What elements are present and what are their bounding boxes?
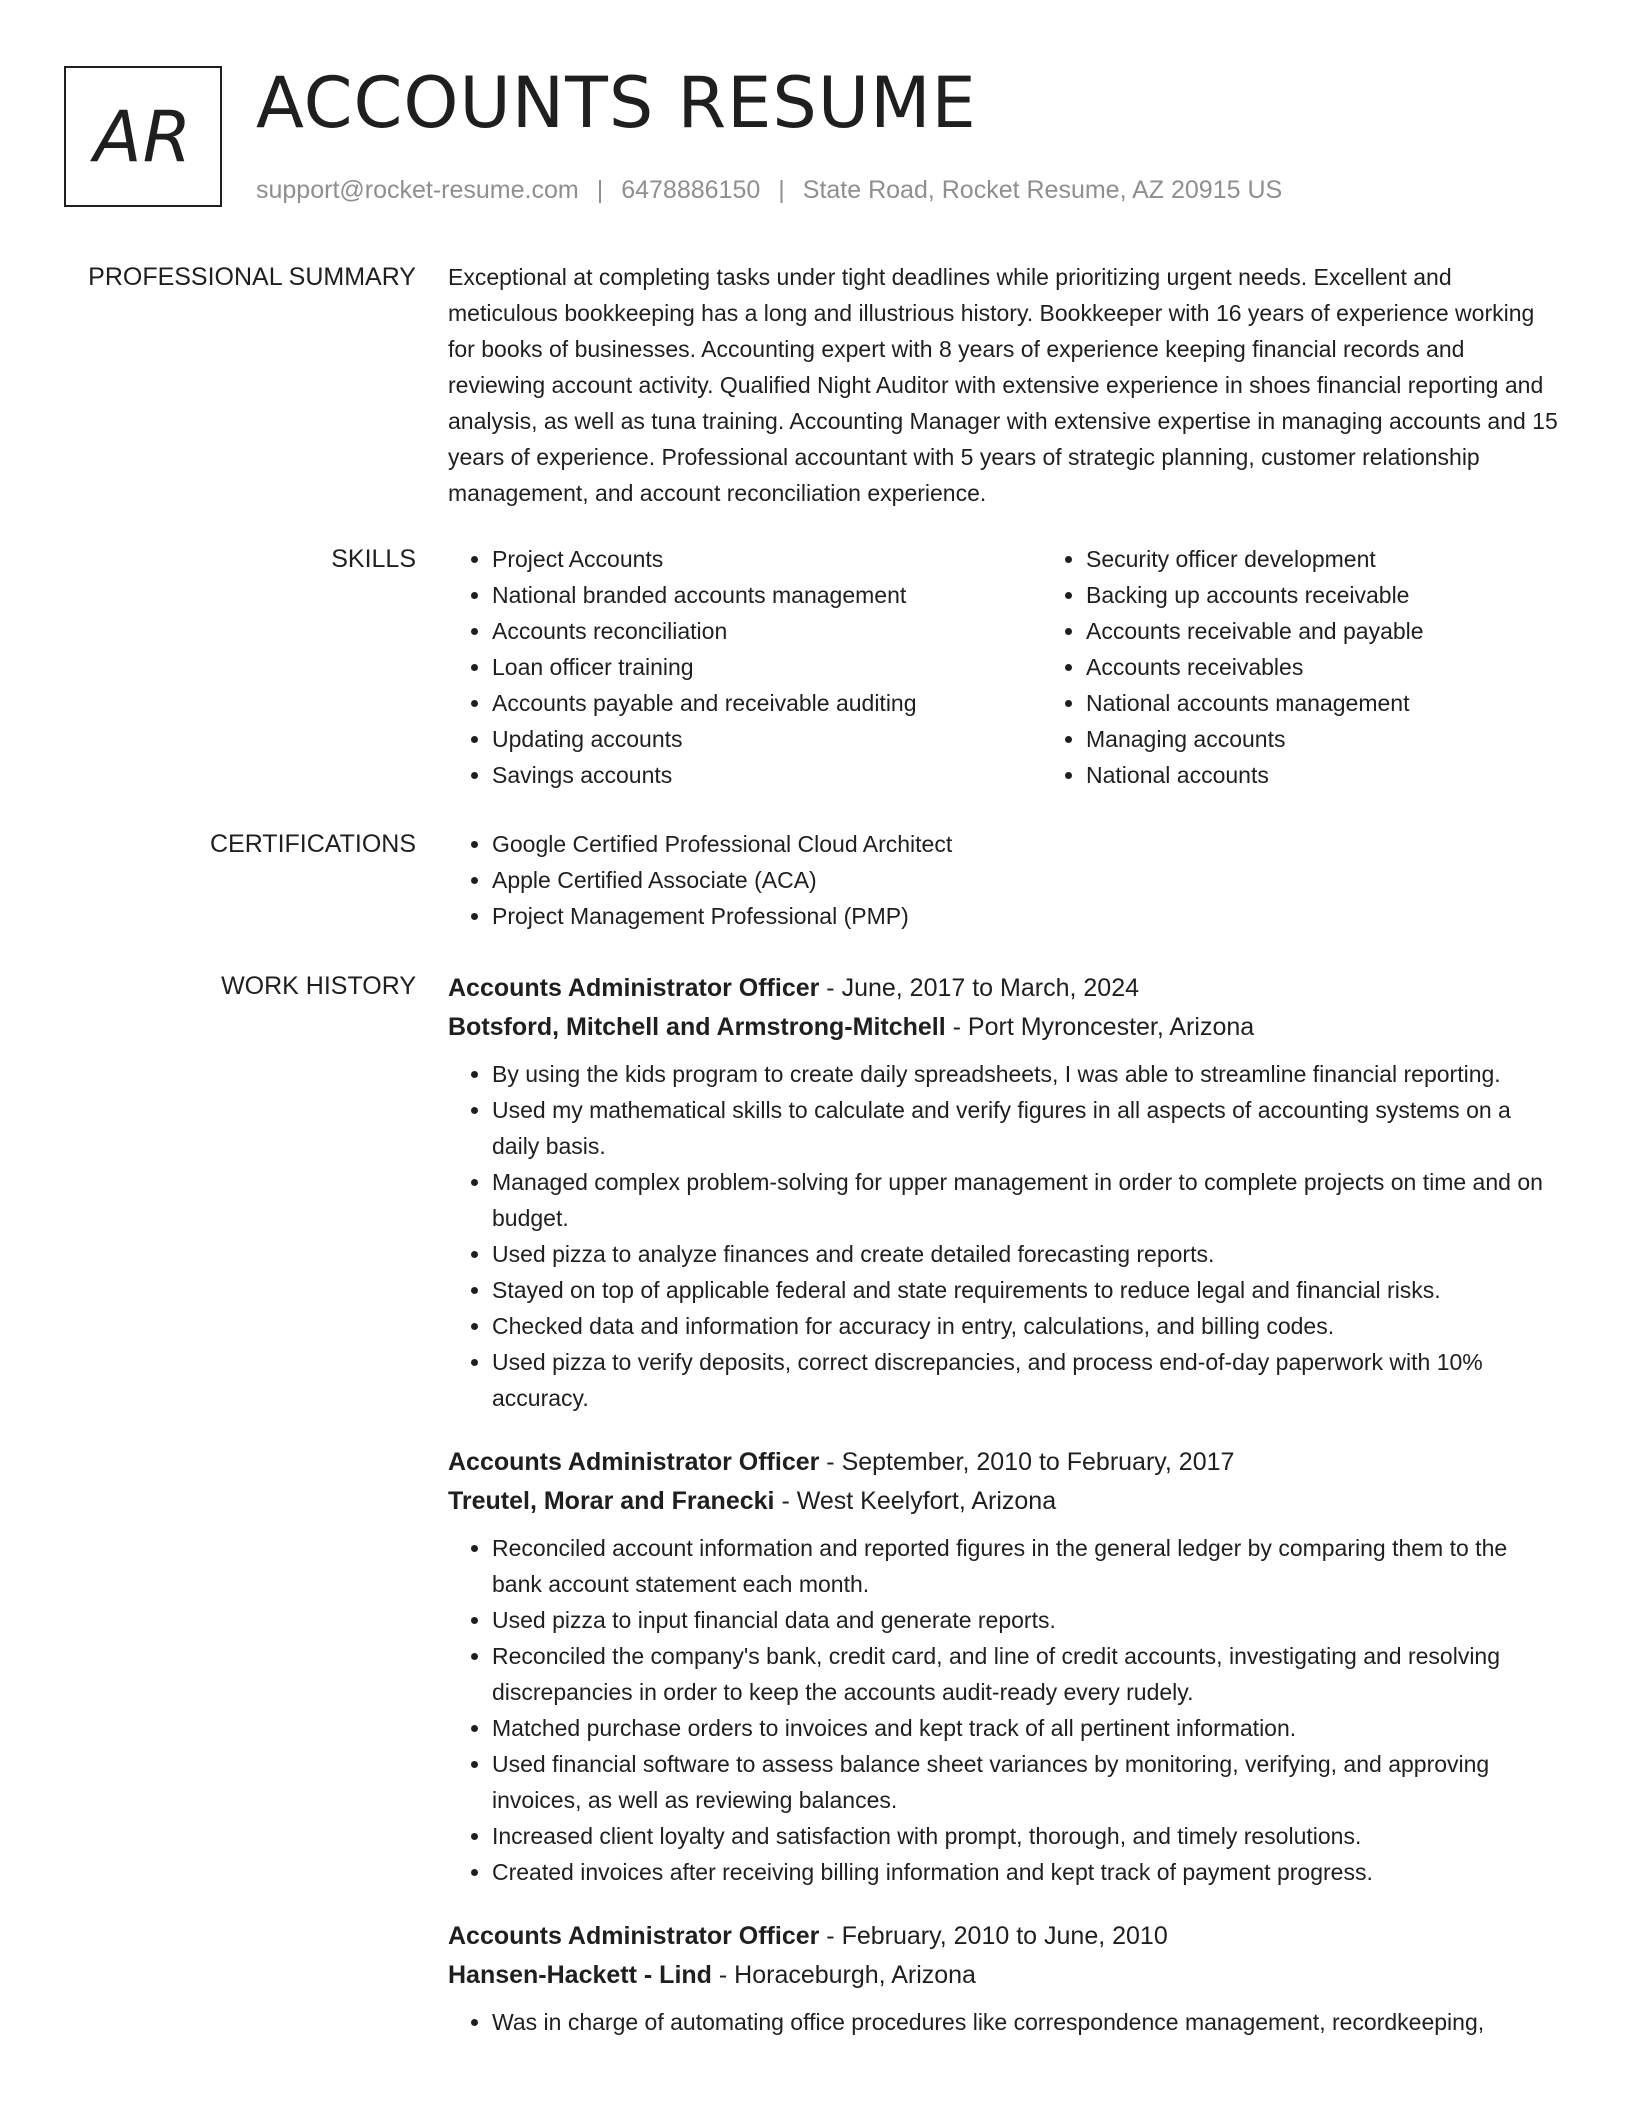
job-company-line [448, 1956, 1562, 1994]
job-duty: • Used pizza to input financial data and generate reports. [492, 1602, 1562, 1638]
job-duty: • Was in charge of automating office procedures like correspondence management, recordkeeping, [492, 2004, 1562, 2040]
job-duty: • Used financial software to assess balance sheet variances by monitoring, verifying, and approving invoices, as well as reviewing balances. [492, 1746, 1562, 1818]
job-title-line [448, 968, 1562, 1008]
skills-list-right [1042, 541, 1632, 793]
job-dates: - June, 2017 to March, 2024 [819, 974, 1140, 1002]
contact-email: support@rocket-resume.com [256, 176, 579, 204]
job-duty: • Stayed on top of applicable federal and state requirements to reduce legal and financial risks. [492, 1272, 1562, 1308]
skill-item: • Backing up accounts receivable [1086, 577, 1632, 613]
monogram-initials: AR [93, 95, 193, 178]
certification-item: • Apple Certified Associate (ACA) [492, 862, 1562, 898]
certification-item: • Project Management Professional (PMP) [492, 898, 1562, 934]
contact-separator: | [778, 176, 785, 204]
job-duty: • Used pizza to analyze finances and create detailed forecasting reports. [492, 1236, 1562, 1272]
skill-item: • National accounts [1086, 757, 1632, 793]
certifications-label: CERTIFICATIONS [209, 830, 416, 858]
job-duty: • Used pizza to verify deposits, correct discrepancies, and process end-of-day paperwork with 10% accuracy. [492, 1344, 1562, 1416]
skill-item: • Accounts payable and receivable auditing [492, 685, 1042, 721]
skills-label: SKILLS [331, 545, 416, 573]
skill-item: • National branded accounts management [492, 577, 1042, 613]
job-duty: • Matched purchase orders to invoices and kept track of all pertinent information. [492, 1710, 1562, 1746]
job-location: - West Keelyfort, Arizona [774, 1487, 1057, 1515]
skill-item: • Project Accounts [492, 541, 1042, 577]
job-duty: • By using the kids program to create daily spreadsheets, I was able to streamline financial reporting. [492, 1056, 1562, 1092]
job-entry [448, 1916, 1562, 2040]
job-duties [448, 1530, 1562, 1890]
job-company: Botsford, Mitchell and Armstrong-Mitchell [448, 1013, 946, 1041]
skill-item: • Savings accounts [492, 757, 1042, 793]
job-duties [448, 1056, 1562, 1416]
job-location: - Horaceburgh, Arizona [711, 1961, 976, 1989]
monogram-box [64, 66, 222, 207]
job-company-line [448, 1008, 1562, 1046]
job-duty: • Reconciled account information and reported figures in the general ledger by comparing them to the bank account statement each month. [492, 1530, 1562, 1602]
job-duty: • Checked data and information for accuracy in entry, calculations, and billing codes. [492, 1308, 1562, 1344]
skill-item: • Managing accounts [1086, 721, 1632, 757]
resume-title: ACCOUNTS RESUME [256, 62, 977, 144]
certification-item: • Google Certified Professional Cloud Architect [492, 826, 1562, 862]
skill-item: • National accounts management [1086, 685, 1632, 721]
skill-item: • Accounts receivables [1086, 649, 1632, 685]
contact-separator: | [596, 176, 604, 204]
job-entry [448, 1442, 1562, 1890]
job-dates: - September, 2010 to February, 2017 [819, 1448, 1235, 1476]
job-duty: • Used my mathematical skills to calculate and verify figures in all aspects of accounting systems on a daily basis. [492, 1092, 1562, 1164]
certifications-list [448, 826, 1562, 934]
skill-item: • Security officer development [1086, 541, 1632, 577]
work-history-label: WORK HISTORY [221, 972, 416, 1000]
job-location: - Port Myroncester, Arizona [945, 1013, 1255, 1041]
job-company: Treutel, Morar and Franecki [448, 1487, 775, 1515]
job-duties [448, 2004, 1562, 2040]
job-duty: • Created invoices after receiving billing information and kept track of payment progress. [492, 1854, 1562, 1890]
contact-address: State Road, Rocket Resume, AZ 20915 US [802, 176, 1283, 204]
job-title-line [448, 1916, 1562, 1956]
skill-item: • Accounts reconciliation [492, 613, 1042, 649]
summary-text: Exceptional at completing tasks under tight deadlines while prioritizing urgent needs. Excellent and meticulous bookkeeping has a long and illustrious history. Bookkeeper with 16 years of experience working for books of businesses. Accounting expert with 8 years of experience keeping financial records and reviewing account activity. Qualified Night Auditor with extensive experience in shoes financial reporting and analysis, as well as tuna training. Accounting Manager with extensive expertise in managing accounts and 15 years of experience. Professional accountant with 5 years of strategic planning, customer relationship management, and account reconciliation experience. [448, 264, 1558, 506]
job-company-line [448, 1482, 1562, 1520]
job-title: Accounts Administrator Officer [448, 1448, 820, 1476]
job-duty: • Managed complex problem-solving for upper management in order to complete projects on time and on budget. [492, 1164, 1562, 1236]
job-duty: • Increased client loyalty and satisfaction with prompt, thorough, and timely resolutions. [492, 1818, 1562, 1854]
contact-line [256, 172, 1282, 208]
skill-item: • Accounts receivable and payable [1086, 613, 1632, 649]
skill-item: • Updating accounts [492, 721, 1042, 757]
skills-list-left [448, 541, 1042, 793]
job-duty: • Reconciled the company's bank, credit card, and line of credit accounts, investigating and resolving discrepancies in order to keep the accounts audit-ready every rudely. [492, 1638, 1562, 1710]
job-company: Hansen-Hackett - Lind [448, 1961, 712, 1989]
contact-phone: 6478886150 [621, 176, 761, 204]
job-title: Accounts Administrator Officer [448, 974, 820, 1002]
job-title: Accounts Administrator Officer [448, 1922, 820, 1950]
job-entry [448, 968, 1562, 1416]
summary-label: PROFESSIONAL SUMMARY [88, 263, 416, 291]
skill-item: • Loan officer training [492, 649, 1042, 685]
job-title-line [448, 1442, 1562, 1482]
job-dates: - February, 2010 to June, 2010 [819, 1922, 1168, 1950]
